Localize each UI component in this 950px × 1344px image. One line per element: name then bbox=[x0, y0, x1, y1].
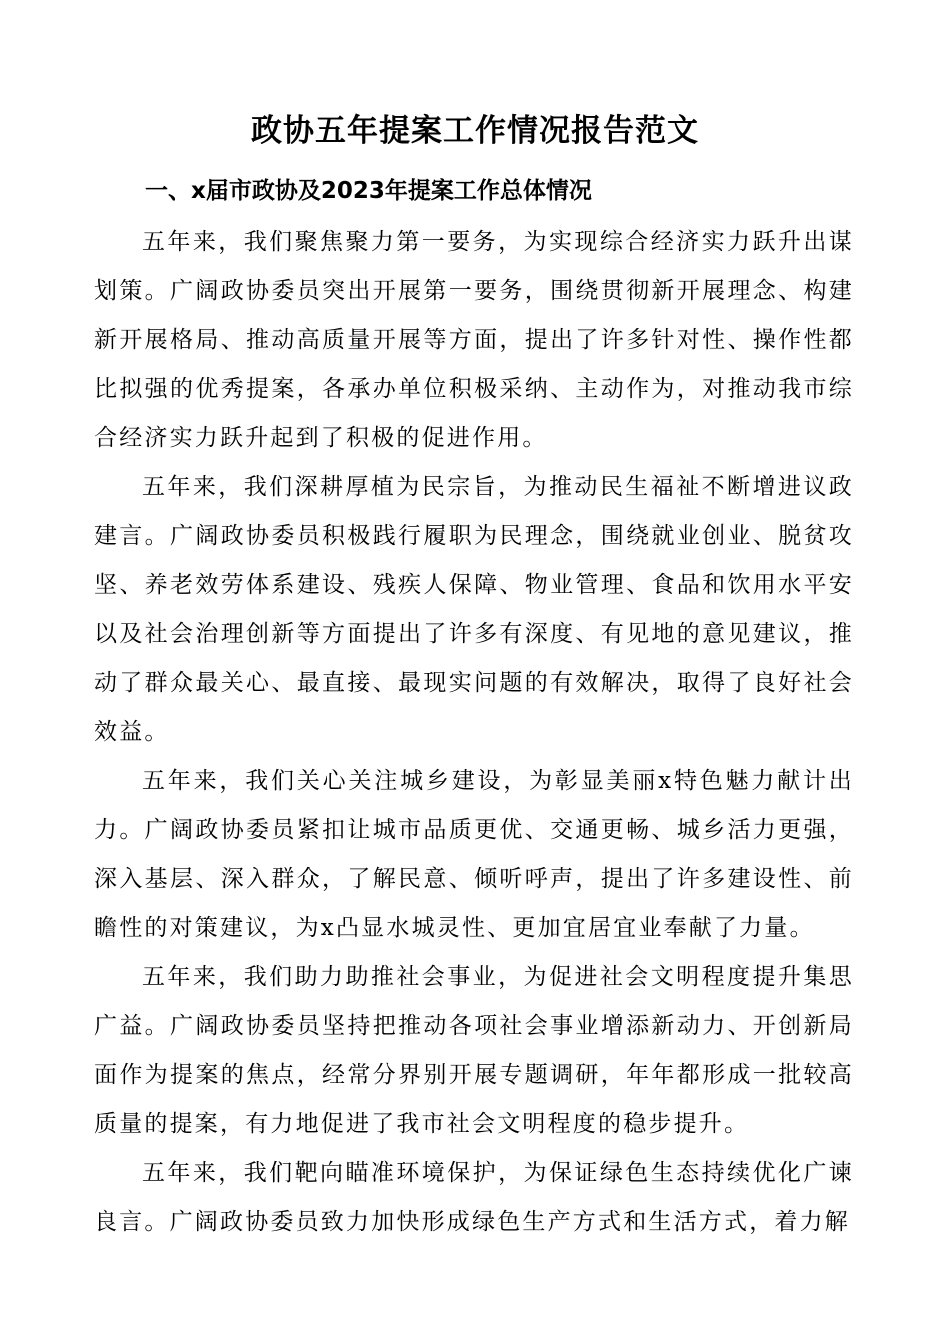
paragraph: 五年来，我们关心关注城乡建设，为彰显美丽x特色魅力献计出力。广阔政协委员紧扣让城市品质更优、交通更畅、城乡活力更强，深入基层、深入群众，了解民意、倾听呼声，提出了许多建设性、前瞻性的对策建议，为x凸显水城灵性、更加宜居宜业奉献了力量。 bbox=[94, 768, 854, 941]
document-title: 政协五年提案工作情况报告范文 bbox=[251, 113, 699, 149]
section-heading: 一、x届市政协及2023年提案工作总体情况 bbox=[145, 178, 592, 204]
paragraph: 五年来，我们助力助推社会事业，为促进社会文明程度提升集思广益。广阔政协委员坚持把推动各项社会事业增添新动力、开创新局面作为提案的焦点，经常分界别开展专题调研，年年都形成一批较高质量的提案，有力地促进了我市社会文明程度的稳步提升。 bbox=[94, 964, 854, 1137]
paragraph: 五年来，我们深耕厚植为民宗旨，为推动民生福祉不断增进议政建言。广阔政协委员积极践行履职为民理念，围绕就业创业、脱贫攻坚、养老效劳体系建设、残疾人保障、物业管理、食品和饮用水平安以及社会治理创新等方面提出了许多有深度、有见地的意见建议，推动了群众最关心、最直接、最现实问题的有效解决，取得了良好社会效益。 bbox=[94, 474, 854, 745]
paragraph: 五年来，我们靶向瞄准环境保护，为保证绿色生态持续优化广谏良言。广阔政协委员致力加快形成绿色生产方式和生活方式，着力解 bbox=[94, 1160, 854, 1235]
document-body bbox=[94, 218, 854, 1247]
paragraph: 五年来，我们聚焦聚力第一要务，为实现综合经济实力跃升出谋划策。广阔政协委员突出开展第一要务，围绕贯彻新开展理念、构建新开展格局、推动高质量开展等方面，提出了许多针对性、操作性都比拟强的优秀提案，各承办单位积极采纳、主动作为，对推动我市综合经济实力跃升起到了积极的促进作用。 bbox=[94, 229, 854, 451]
